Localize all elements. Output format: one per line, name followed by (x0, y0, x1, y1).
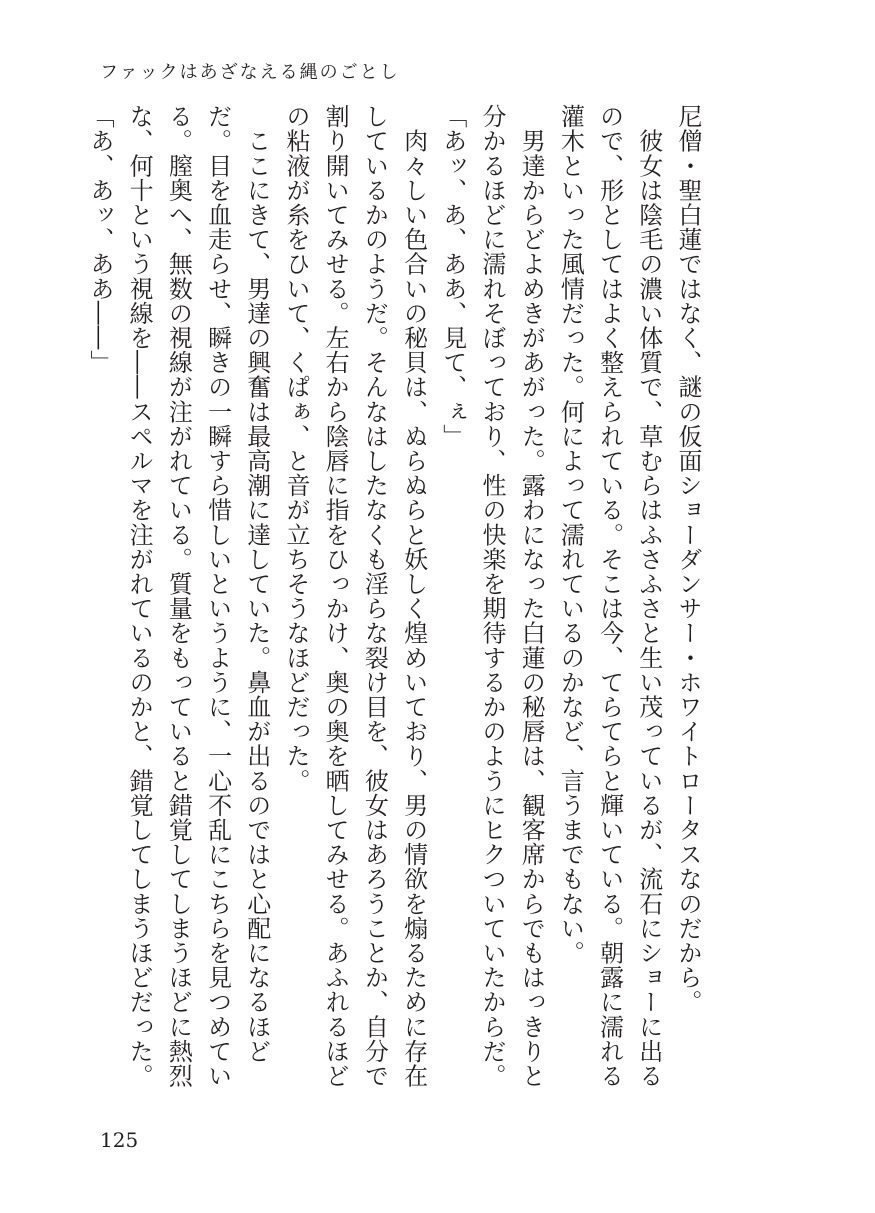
text-line: 割り開いてみせる。左右から陰唇に指をひっかけ、奥の奥を晒してみせる。あふれるほど (321, 104, 350, 1088)
running-title: ファックはあざなえる縄のごとし (100, 62, 400, 83)
text-line: 肉々しい色合いの秘貝は、ぬらぬらと妖しく煌めいており、男の情欲を煽るために存在 (399, 104, 428, 1088)
text-line: な、何十という視線を――スペルマを注がれているのかと、錯覚してしまうほどだった。 (125, 104, 154, 1088)
text-line: の粘液が糸をひいて、くぱぁ、と音が立ちそうなほどだった。 (281, 104, 310, 793)
text-line: 分かるほどに濡れそぼっており、性の快楽を期待するかのようにヒクついていたからだ。 (477, 104, 506, 1088)
page-number: 125 (100, 1128, 139, 1152)
text-line: しているかのようだ。そんなはしたなくも淫らな裂け目を、彼女はあろうことか、自分で (360, 104, 389, 1088)
text-line: 灌木といった風情だった。何によって濡れているのかなど、言うまでもない。 (556, 104, 585, 965)
text-line: ここにきて、男達の興奮は最高潮に達していた。鼻血が出るのではと心配になるほど (242, 104, 271, 1064)
body-text (67, 104, 707, 1114)
text-line: る。膣奥へ、無数の視線が注がれている。質量をもっていると錯覚してしまうほどに熱烈 (164, 104, 193, 1088)
text-line: 「あッ、あ、ああ、見て、ぇ」 (438, 104, 467, 449)
text-line: 尼僧・聖白蓮ではなく、謎の仮面ショーダンサー・ホワイトロータスなのだから。 (674, 104, 702, 1015)
text-line: 彼女は陰毛の濃い体質で、草むらはふさふさと生い茂っているが、流石にショーに出る (634, 104, 663, 1088)
text-line: だ。目を血走らせ、瞬きの一瞬すら惜しいというように、一心不乱にこちらを見つめてい (203, 104, 232, 1088)
text-line: 男達からどよめきがあがった。露わになった白蓮の秘唇は、観客席からでもはっきりと (517, 104, 546, 1088)
text-line: 「あ、あッ、ああ――」 (85, 104, 114, 375)
text-line: ので、形としてはよく整えられている。そこは今、てらてらと輝いている。朝露に濡れる (595, 104, 624, 1088)
